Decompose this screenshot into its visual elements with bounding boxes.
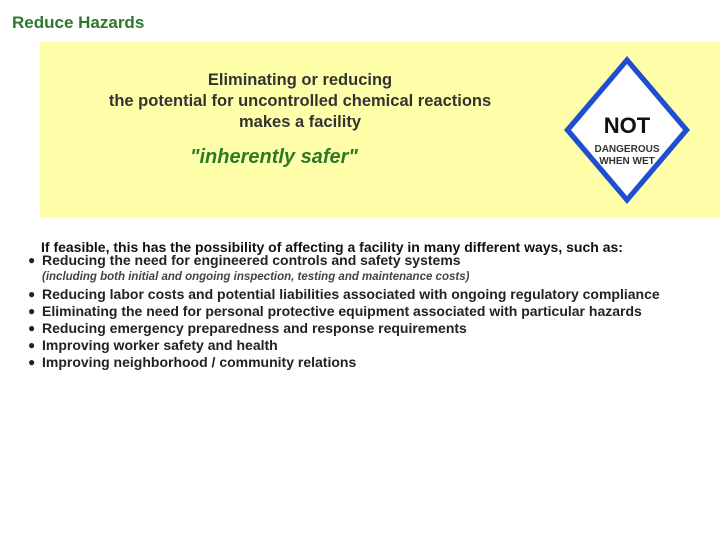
list-item-text: Improving neighborhood / community relations — [42, 354, 357, 370]
sign-main-text: NOT — [603, 113, 651, 138]
list-item-note: (including both initial and ongoing inspection, testing and maintenance costs) — [42, 271, 470, 283]
sign-sub-text: DANGEROUS — [594, 144, 660, 155]
headline-line: makes a facility — [239, 113, 361, 131]
list-item-text: Improving worker safety and health — [42, 337, 278, 353]
not-dangerous-when-wet-sign — [562, 54, 692, 206]
bullet-icon: ● — [28, 338, 36, 352]
headline-line: the potential for uncontrolled chemical reactions — [108, 92, 492, 110]
bullet-icon: ● — [28, 253, 36, 267]
list-item-text: Reducing emergency preparedness and response requirements — [42, 320, 467, 336]
list-item — [28, 303, 718, 320]
headline-line: Eliminating or reducing — [207, 71, 393, 89]
bullet-icon: ● — [28, 321, 36, 335]
list-item-text: Reducing the need for engineered controls and safety systems — [42, 252, 461, 268]
benefit-list — [28, 252, 718, 371]
list-item-text: Eliminating the need for personal protective equipment associated with particular hazards — [42, 303, 642, 319]
tagline: "inherently safer" — [190, 146, 358, 168]
intro-text: If feasible, this has the possibility of affecting a facility in many different ways, such as: — [41, 239, 623, 255]
bullet-icon: ● — [28, 355, 36, 369]
highlight-panel — [40, 42, 720, 218]
sign-sub-text: WHEN WET — [599, 156, 655, 167]
bullet-icon: ● — [28, 287, 36, 301]
page-title: Reduce Hazards — [12, 13, 145, 32]
list-item-text: Reducing labor costs and potential liabilities associated with ongoing regulatory compliance — [42, 286, 660, 302]
list-item — [28, 354, 718, 371]
list-item — [28, 252, 718, 269]
list-item — [28, 286, 718, 303]
headline — [80, 70, 520, 133]
bullet-icon: ● — [28, 304, 36, 318]
list-item — [28, 337, 718, 354]
list-item — [28, 320, 718, 337]
